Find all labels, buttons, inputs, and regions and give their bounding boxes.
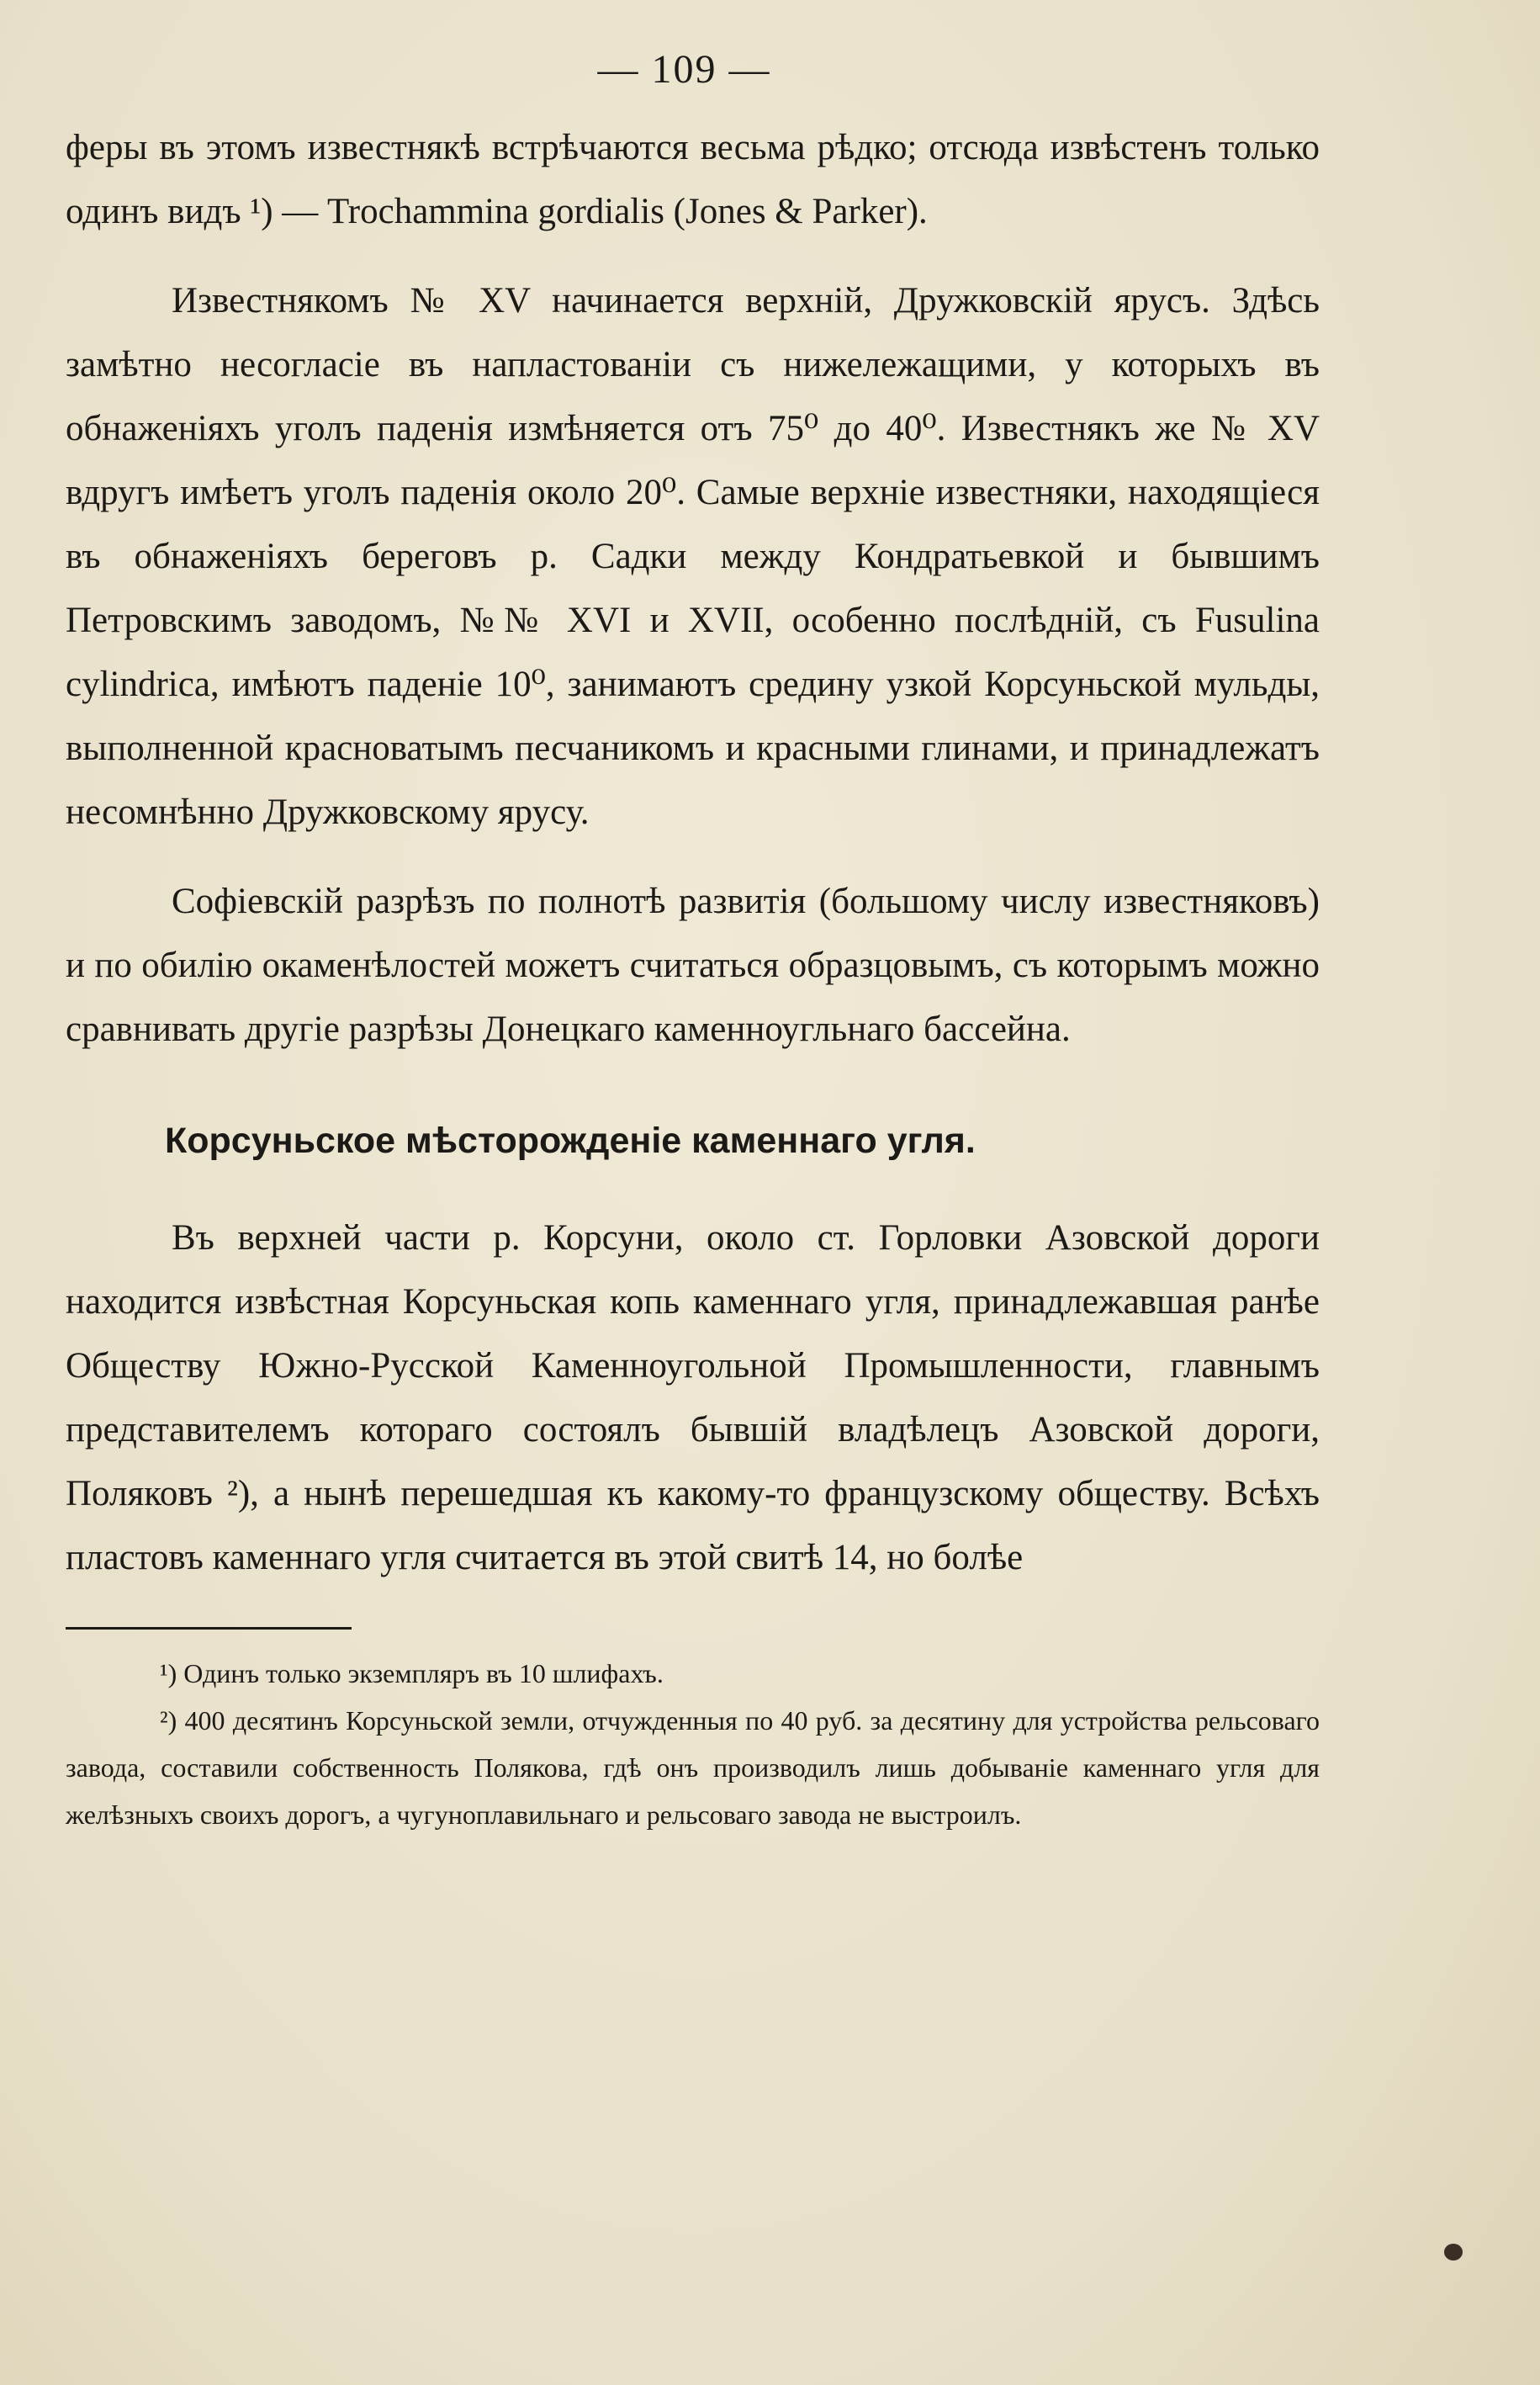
paragraph-continuation: феры въ этомъ известнякѣ встрѣчаются весьма рѣдко; отсюда извѣстенъ только одинъ видъ ¹) — Trochammina gordialis (Jones & Parker). (66, 128, 1320, 231)
paragraph-druzhkovsky-stage: Известнякомъ № XV начинается верхній, Дружковскій ярусъ. Здѣсь замѣтно несогласіе въ напластованіи съ нижележащими, у которыхъ въ обнаженіяхъ уголъ паденія измѣняется отъ 75⁰ до 40⁰. Известнякъ же № XV вдругъ имѣетъ уголъ паденія около 20⁰. Самые верхніе известняки, находящіеся въ обнаженіяхъ береговъ р. Садки между Кондратьевкой и бывшимъ Петровскимъ заводомъ, №№ XVI и XVII, особенно послѣдній, съ Fusulina cylindrica, имѣютъ паденіе 10⁰, занимаютъ средину узкой Корсуньской мульды, выполненной красноватымъ песчаникомъ и красными глинами, и принадлежатъ несомнѣнно Дружковскому ярусу. (66, 281, 1320, 832)
footnote-1: ¹) Одинъ только экземпляръ въ 10 шлифахъ. (160, 1658, 664, 1688)
footnote-2: ²) 400 десятинъ Корсуньской земли, отчужденныя по 40 руб. за десятину для устройства рельсоваго завода, составили собственность Полякова, гдѣ онъ производилъ лишь добываніе каменнаго угля для желѣзныхъ своихъ дорогъ, а чугуноплавильнаго и рельсоваго завода не выстроилъ. (66, 1705, 1320, 1830)
section-heading: Корсуньское мѣсторожденіе каменнаго угля. (165, 1121, 976, 1161)
paragraph-sofievsky-section: Софіевскій разрѣзъ по полнотѣ развитія (большому числу известняковъ) и по обилію окаменѣлостей можетъ считаться образцовымъ, съ которымъ можно сравнивать другіе разрѣзы Донецкаго каменноугльнаго бассейна. (66, 882, 1320, 1049)
page-number: — 109 — (597, 47, 771, 92)
ink-speck (1444, 2244, 1463, 2260)
footnote-divider (66, 1627, 352, 1630)
paragraph-korsun-mine: Въ верхней части р. Корсуни, около ст. Горловки Азовской дороги находится извѣстная Корсуньская копь каменнаго угля, принадлежавшая ранѣе Обществу Южно-Русской Каменноугольной Промышленности, главнымъ представителемъ котораго состоялъ бывшій владѣлецъ Азовской дороги, Поляковъ ²), а нынѣ перешедшая къ какому-то французскому обществу. Всѣхъ пластовъ каменнаго угля считается въ этой свитѣ 14, но болѣе (66, 1218, 1320, 1577)
